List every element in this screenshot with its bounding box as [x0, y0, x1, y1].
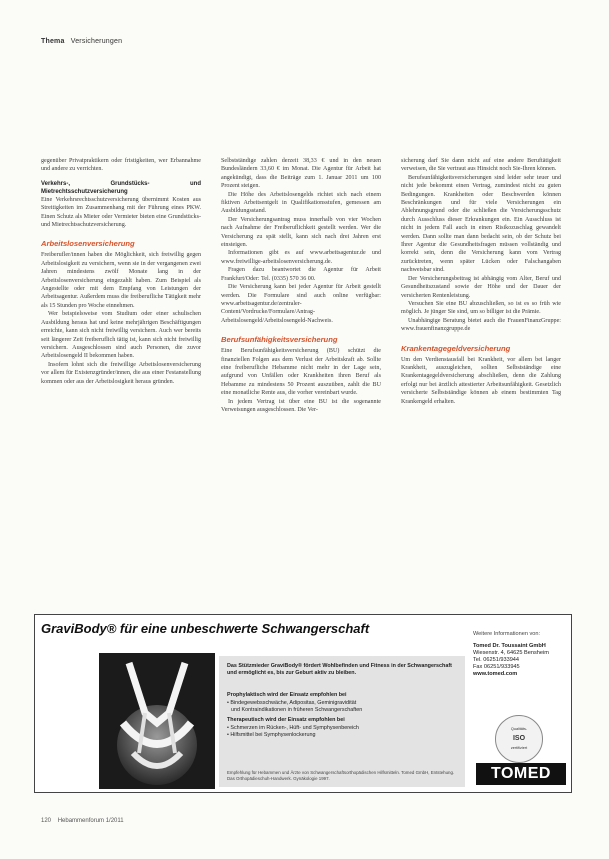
seal-text-top: Qualitäts- — [510, 727, 528, 731]
seal-text-mid: ISO — [512, 735, 526, 742]
col1-paragraph: gegenüber Privatpraktikern oder fristigkeiten, wer Erbannahme und andere zu verrichten. — [41, 158, 201, 173]
col1-paragraph: Insofern lohnt sich die freiwillige Arbeitslosenversicherung vor allem für Existenzgründer/innen, die aus einer Festanstellung kommen oder aus der Arbeitslosigkeit heraus gründen. — [41, 361, 201, 385]
ad-list-item: • Bindegewebsschwäche, Adipositas, Geminigravidität — [227, 700, 357, 706]
header-section: Thema — [41, 38, 65, 45]
col3-paragraph: Um den Verdienstausfall bei Krankheit, vor allem bei langer Krankheit, auszugleichen, sollten Selbstständige eine Krankentagegeldversicherung abschließen, denn die Zahlung erfolgt nur bei ärztlich attestierter Arbeitsunfähigkeit. Gesetzlich versicherte Selbstständige können ab einem bestimmten Tag Krankengeld erhalten. — [401, 356, 561, 405]
col2-paragraph: Informationen gibt es auf www.arbeitsagentur.de und www.freiwillige-arbeitslosenversicherung.de. — [221, 250, 381, 265]
col1-paragraph: Eine Verkehrsrechtsschutzversicherung übernimmt Kosten aus Streitigkeiten im Zusammenhang mit der Führung eines PKW. Einen Schutz als Mieter oder Vermieter bieten eine Grundstücks- und Mietrechtsschutzversicherung. — [41, 196, 201, 229]
col2-paragraph: Die Höhe des Arbeitslosengelds richtet sich nach einem fiktiven Arbeitsentgelt in Qualifikationsstufen, gemessen am Ausbildungsstand. — [221, 191, 381, 215]
column-1 — [41, 157, 201, 386]
magazine-name: Hebammenforum 1/2011 — [57, 818, 124, 824]
col2-paragraph: Eine Berufsunfähigkeitsversicherung (BU) schützt die finanziellen Folgen aus dem Verlust der Arbeitskraft ab. Sollte eine freiberufliche Hebamme nicht mehr in der Lage sein, aufgrund von Unfällen oder Krankheiten ihren Beruf als Hebamme zu mindestens 50 Prozent auszuüben, zahlt die BU eine monatliche Rente aus, die vorher vereinbart wurde. — [221, 348, 381, 397]
ad-list-item: • Hilfsmittel bei Symphysenlockerung — [227, 732, 316, 738]
page-footer — [41, 818, 124, 824]
pregnant-woman-figure-image — [99, 653, 215, 789]
seal-text-bottom: zertifiziert — [510, 746, 528, 750]
ad-info-box — [219, 656, 465, 787]
ad-heading-therapy: Therapeutisch wird der Einsatz empfohlen bei — [227, 717, 345, 723]
ad-title: GraviBody® für eine unbeschwerte Schwangerschaft — [41, 621, 370, 636]
ad-heading-prophylaxis: Prophylaktisch wird der Einsatz empfohlen bei — [227, 692, 347, 698]
contact-fax: Fax 06251/933945 — [473, 664, 520, 670]
contact-website-link[interactable]: www.tomed.com — [473, 671, 518, 677]
ad-lead-text: Das Stützmieder GraviBody® fördert Wohlbefinden und Fitness in der Schwangerschaft und ermöglicht es, bis zur Geburt aktiv zu bleiben. — [227, 663, 452, 676]
col3-paragraph: sicherung darf Sie dann nicht auf eine andere Beruftätigkeit verweisen, die Sie vertraut aus Hinsicht noch Sie-Ihren können. — [401, 158, 561, 173]
col2-paragraph: Der Versicherungsantrag muss innerhalb von vier Wochen nach Aufnahme der Freiberuflichkeit gestellt werden. Wer die Versicherung zu spät stellt, kann sich nach drei Jahren erst einsteigen. — [221, 216, 381, 249]
section-heading-krankentagegeld: Krankentagegeldversicherung — [401, 343, 511, 353]
tomed-logo: TOMED — [476, 763, 566, 785]
contact-company: Tomed Dr. Toussaint GmbH — [473, 643, 546, 649]
section-heading-arbeitslosen: Arbeitslosenversicherung — [41, 239, 135, 249]
ad-list-item: • Schmerzen im Rücken-, Hüft- und Symphysenbereich — [227, 725, 359, 731]
advertisement-gravibody — [34, 614, 572, 793]
column-2 — [221, 157, 381, 414]
col3-paragraph: Unabhängige Beratung bietet auch die FrauenFinanzGruppe: www.frauenfinanzgruppe.de — [401, 317, 561, 333]
col1-paragraph: Freiberufler/innen haben die Möglichkeit, sich freiwillig gegen Arbeitslosigkeit zu versichern, wenn sie in der vergangenen zwei Jahren mindestens zwölf Monate lang in der Arbeitslosenversicherung eingezahlt haben. Zum Beispiel als Angestellte oder mit dem Empfang von Leistungen der Arbeitsagentur. Außerdem muss die freiberufliche Tätigkeit mehr als 15 Stunden pro Woche einnehmen. — [41, 252, 201, 309]
section-heading-berufsunfaehigkeit: Berufsunfähigkeitsversicherung — [221, 335, 338, 345]
ad-fine-print: Empfehlung für Hebammen und Ärzte von Schwangerschaftsorthopädischen Hilfsmitteln. Tomed GmbH, Entstehung. Das Orthopädieschuh-Handwerk. Gynäkologie 1997. — [227, 770, 455, 781]
ad-list-item: und Kontraindikationen in früheren Schwangerschaften — [231, 707, 363, 713]
col1-paragraph: Wer beispielsweise vom Studium oder einer schulischen Ausbildung heraus hat und keine mehrjährigen Beschäftigungen erreichte, kann sich nicht freiwillig versichern. Auch wer bereits seit längerer Zeit freiberuflich tätig ist, kann sich nicht freiwillig versichern. Ausgeschlossen sind auch Personen, die zuvor Arbeitslosengeld II bekommen haben. — [41, 311, 201, 360]
certification-seal-icon — [495, 715, 543, 763]
contact-label: Weitere Informationen von: — [473, 631, 541, 637]
running-header — [41, 38, 122, 45]
header-topic: Versicherungen — [70, 38, 123, 45]
column-3 — [401, 157, 561, 406]
col2-paragraph: In jedem Vertrag ist über eine BU ist die sogenannte Verweisungen ausgeschlossen. Die Ver- — [221, 398, 381, 413]
col2-paragraph: Selbstständige zahlen derzeit 38,33 € und in den neuen Bundesländern 33,60 € im Monat. Die Agentur für Arbeit hat angekündigt, dass die Beiträge zum 1. Januar 2011 um 100 Prozent steigen. — [221, 158, 381, 190]
page-number: 120 — [41, 818, 52, 824]
col3-paragraph: Der Versicherungsbeitrag ist abhängig vom Alter, Beruf und Gesundheitszustand sowie der Höhe und der Dauer der versicherten Rentenleistung. — [401, 275, 561, 299]
col2-paragraph: Die Versicherung kann bei jeder Agentur für Arbeit gestellt werden. Die Formulare sind auch online verfügbar: www.arbeitsagentur.de/zentraler-Content/Vordrucke/Formulare/Antrag-Arbeitslosengeld/Arbeitslosengeld-Nachweis. — [221, 284, 381, 324]
col1-subheading: Verkehrs-, Grundstücks- und Mietrechtsschutzversicherung — [41, 180, 201, 195]
col3-paragraph: Berufsunfähigkeitsversicherungen sind leider sehr teuer und nicht jede bekommt einen Vertrag, zumindest nicht zu guten Bedingungen. Krankheiten oder Beschwerden können Beschränkungen und für viele Versicherungen ein Ablehnungsgrund oder die schließen die Versicherungsschutz durch Ausschluss dieser Erkrankungen ein. Ein Ausschluss ist nicht in jedem Fall auch in einen Risikozuschlag gewandelt werden. Dann sollte man dann bedacht sein, ob der Schutz bei Ihrer Agentur die Gesundheitsfragen müssen vollständig und korrekt sein, denn die Versicherung kann vom Vertrag zurücktreten, wenn später Lücken oder Falschangaben nachweisbar sind. — [401, 174, 561, 274]
col3-paragraph: Versuchen Sie eine BU abzuschließen, so ist es so früh wie möglich. Je jünger Sie sind, um so billiger ist die Prämie. — [401, 300, 561, 316]
ad-contact-block — [473, 631, 565, 678]
col2-paragraph: Fragen dazu beantwortet die Agentur für Arbeit Frankfurt/Oder: Tel. (0335) 570 36 00. — [221, 267, 381, 282]
contact-street: Wiesenstr. 4, 64625 Bensheim — [473, 650, 549, 656]
contact-phone: Tel. 06251/933944 — [473, 657, 520, 663]
